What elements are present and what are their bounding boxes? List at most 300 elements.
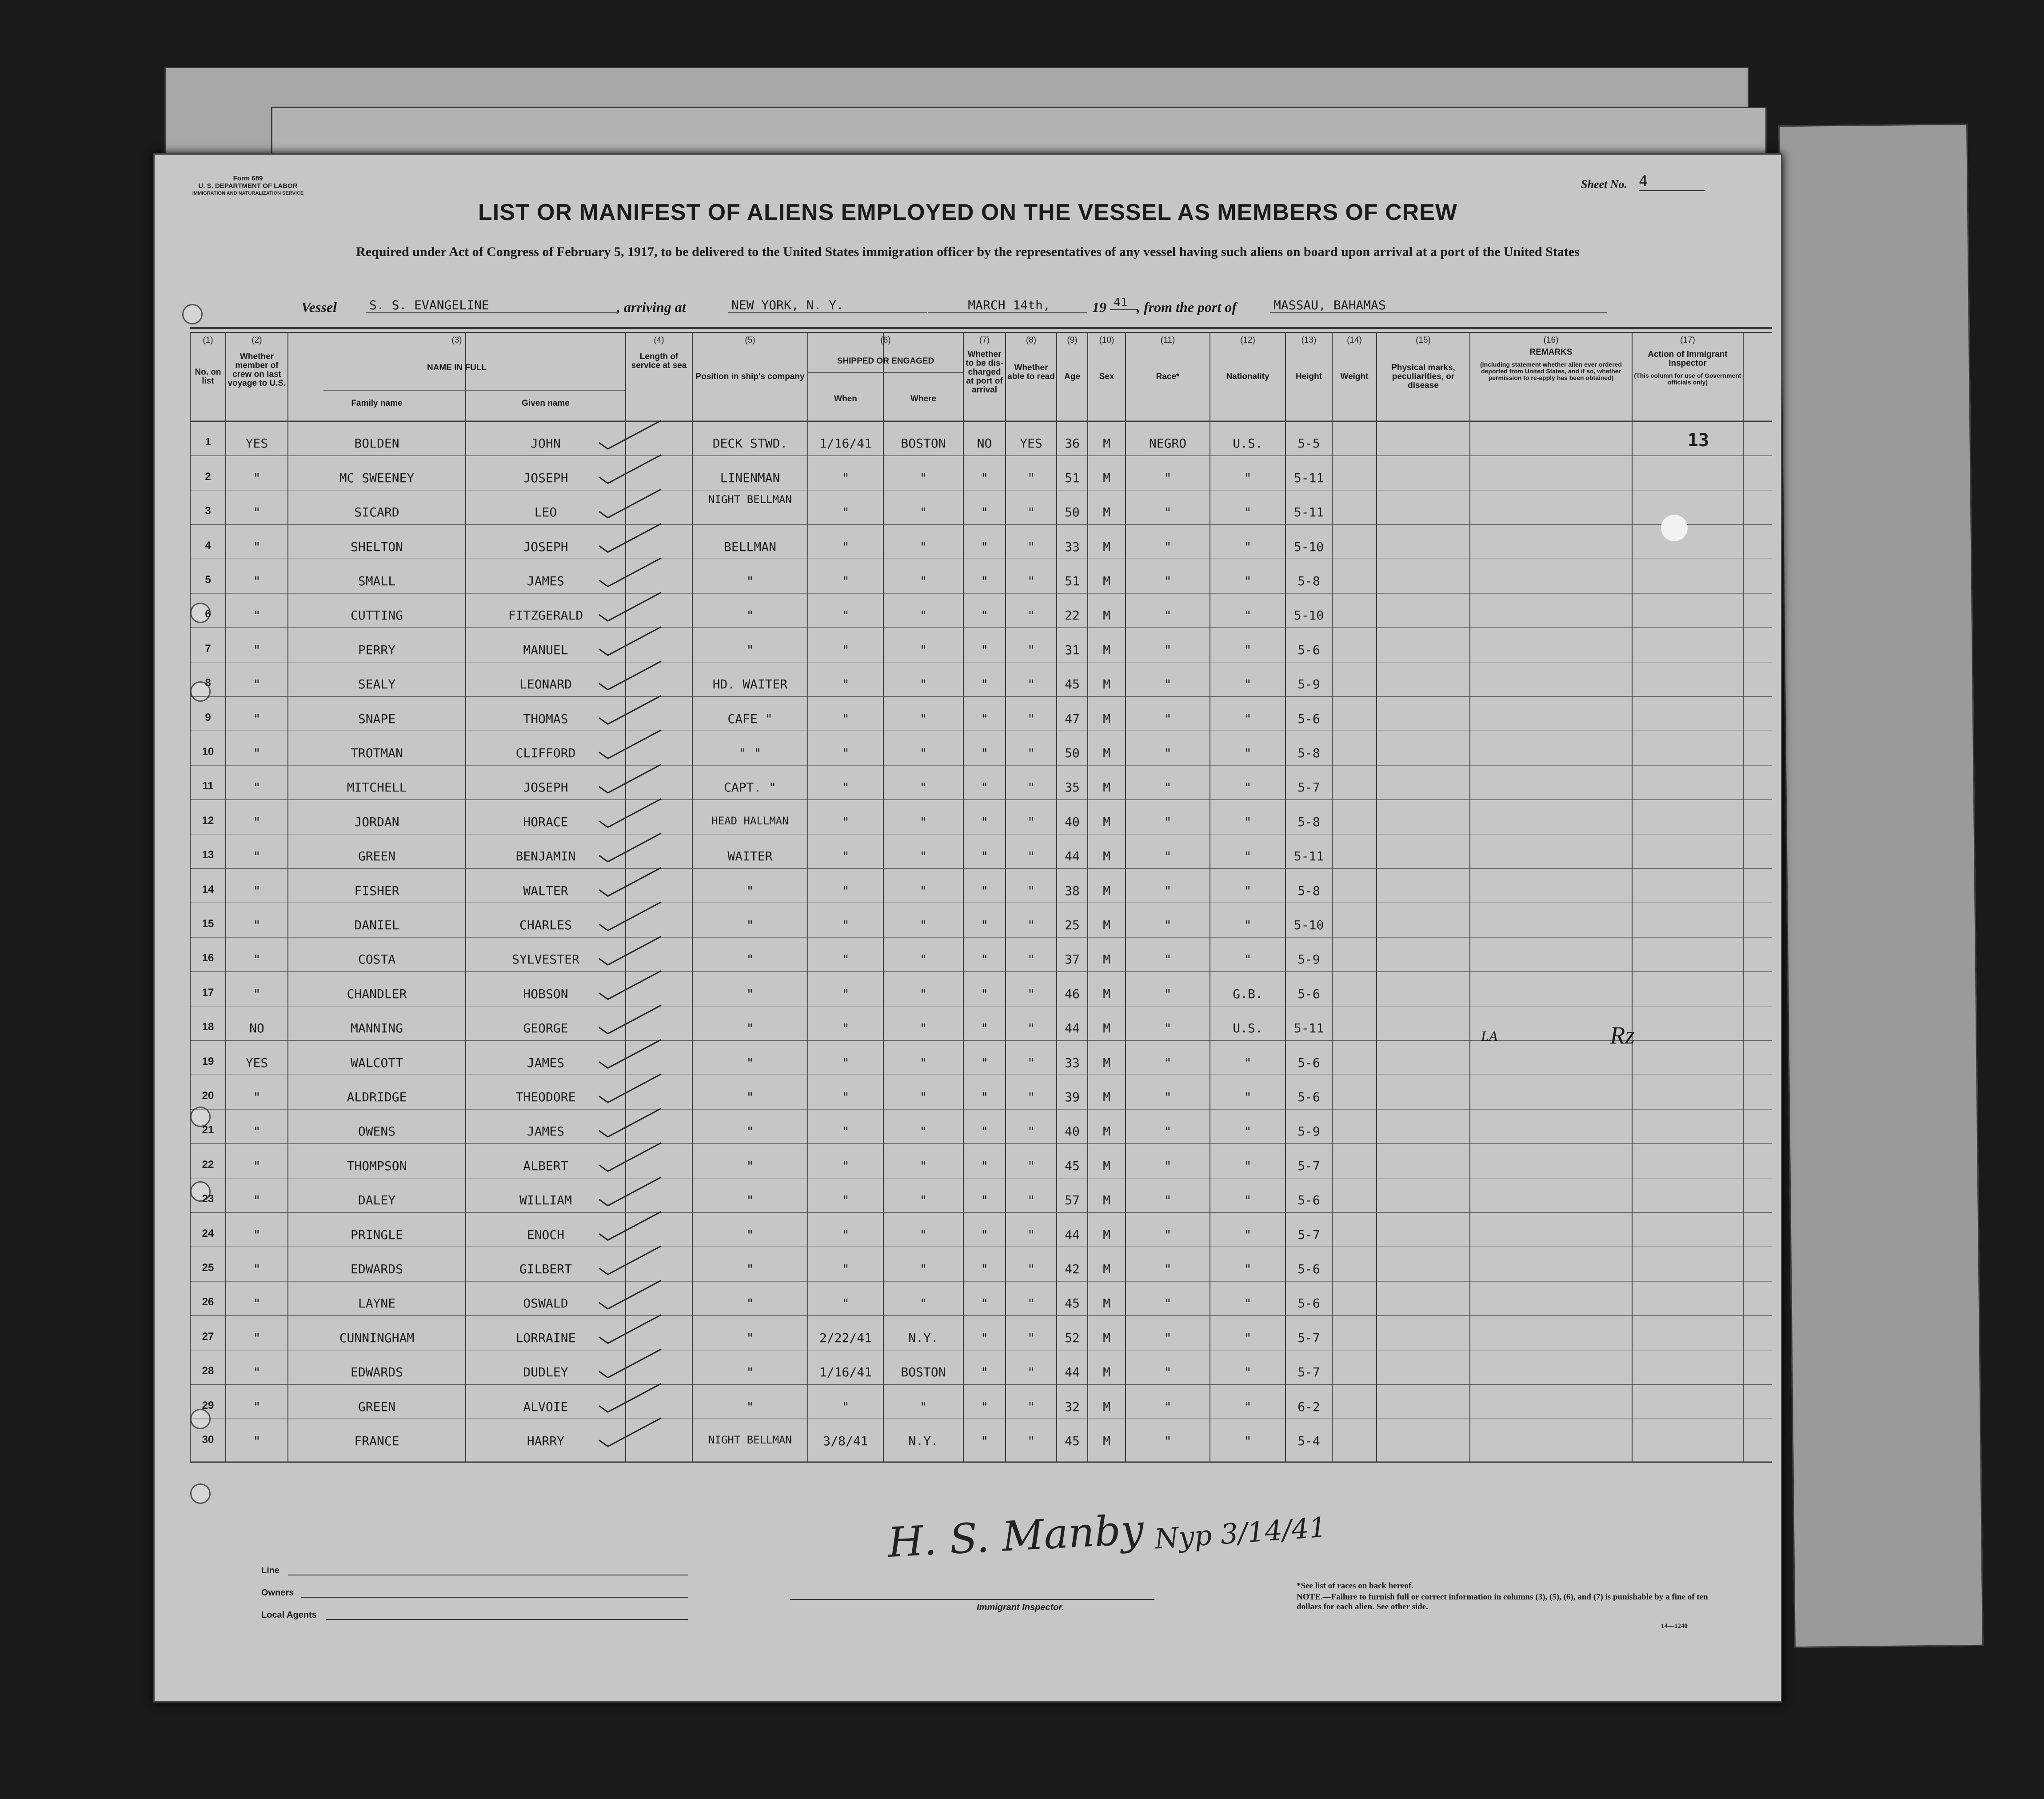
cell-when: " bbox=[842, 952, 850, 967]
cell-position: " bbox=[746, 1296, 754, 1311]
cell-sex: M bbox=[1103, 1055, 1110, 1070]
cell-position: " bbox=[746, 986, 754, 1001]
cell-age: 42 bbox=[1065, 1262, 1080, 1276]
cell-given: ENOCH bbox=[527, 1227, 565, 1242]
cell-no: 20 bbox=[202, 1090, 214, 1102]
cell-no: 6 bbox=[205, 608, 211, 620]
cell-discharged: " bbox=[981, 608, 988, 623]
cell-family: ALDRIDGE bbox=[347, 1090, 407, 1104]
cell-when: " bbox=[842, 1399, 850, 1414]
cell-given: GEORGE bbox=[523, 1021, 568, 1036]
cell-where: " bbox=[919, 918, 927, 932]
column-header-read: Whether able to read bbox=[1007, 363, 1055, 381]
cell-position: DECK STWD. bbox=[712, 436, 788, 451]
cell-age: 32 bbox=[1065, 1399, 1080, 1414]
cell-member: " bbox=[253, 1193, 261, 1208]
cell-nationality: " bbox=[1244, 814, 1252, 829]
cell-age: 51 bbox=[1065, 470, 1080, 485]
cell-age: 33 bbox=[1065, 1055, 1080, 1070]
column-header-given-name: Given name bbox=[522, 399, 570, 408]
column-header-physical: Physical marks, peculiarities, or disease bbox=[1391, 363, 1455, 390]
cell-where: " bbox=[919, 1021, 927, 1036]
cell-race: " bbox=[1164, 746, 1172, 760]
cell-when: " bbox=[842, 1262, 850, 1276]
cell-height: 5-11 bbox=[1293, 505, 1324, 520]
cell-read: " bbox=[1027, 746, 1035, 760]
cell-where: " bbox=[919, 1262, 927, 1276]
cell-member: " bbox=[253, 986, 261, 1001]
port-label: , from the port of bbox=[1137, 299, 1237, 315]
cell-position: " bbox=[746, 1055, 754, 1070]
cell-age: 40 bbox=[1065, 1124, 1080, 1139]
inspector-signature: H. S. Manby bbox=[886, 1505, 1145, 1567]
cell-given: JOHN bbox=[531, 436, 561, 451]
cell-member: " bbox=[253, 1434, 261, 1448]
cell-height: 5-9 bbox=[1297, 952, 1320, 967]
cell-position: NIGHT BELLMAN bbox=[708, 493, 792, 506]
cell-race: " bbox=[1164, 814, 1172, 829]
cell-when: " bbox=[842, 780, 850, 795]
cell-nationality: " bbox=[1244, 1365, 1252, 1380]
cell-member: " bbox=[253, 780, 261, 795]
cell-sex: M bbox=[1103, 780, 1110, 795]
cell-where: N.Y. bbox=[908, 1330, 938, 1345]
cell-where: BOSTON bbox=[901, 436, 946, 451]
cell-no: 30 bbox=[202, 1434, 214, 1446]
cell-where: " bbox=[919, 608, 927, 623]
cell-sex: M bbox=[1103, 1330, 1110, 1345]
cell-read: " bbox=[1027, 1330, 1035, 1345]
cell-given: JAMES bbox=[527, 574, 565, 588]
cell-race: " bbox=[1164, 1124, 1172, 1139]
cell-read: " bbox=[1027, 1399, 1035, 1414]
cell-nationality: " bbox=[1244, 1434, 1252, 1448]
cell-family: CHANDLER bbox=[347, 986, 407, 1001]
cell-height: 5-4 bbox=[1297, 1434, 1320, 1448]
cell-position: " " bbox=[739, 746, 762, 760]
cell-position: " bbox=[746, 608, 754, 623]
cell-nationality: " bbox=[1244, 539, 1252, 554]
cell-age: 22 bbox=[1065, 608, 1080, 623]
cell-age: 47 bbox=[1065, 711, 1080, 726]
cell-height: 5-11 bbox=[1293, 1021, 1324, 1036]
cell-nationality: " bbox=[1244, 780, 1252, 795]
cell-when: " bbox=[842, 883, 850, 898]
cell-given: LORRAINE bbox=[515, 1330, 576, 1345]
cell-race: " bbox=[1164, 849, 1172, 864]
cell-when: 1/16/41 bbox=[819, 436, 872, 451]
cell-discharged: " bbox=[981, 849, 988, 864]
cell-age: 51 bbox=[1065, 574, 1080, 588]
cell-age: 33 bbox=[1065, 539, 1080, 554]
cell-race: " bbox=[1164, 1158, 1172, 1173]
cell-sex: M bbox=[1103, 1021, 1110, 1036]
cell-race: " bbox=[1164, 1021, 1172, 1036]
cell-age: 44 bbox=[1065, 1021, 1080, 1036]
cell-discharged: " bbox=[981, 1193, 988, 1208]
cell-read: " bbox=[1027, 849, 1035, 864]
cell-nationality: " bbox=[1244, 1055, 1252, 1070]
cell-race: " bbox=[1164, 642, 1172, 657]
cell-where: " bbox=[919, 505, 927, 520]
cell-family: CUNNINGHAM bbox=[339, 1330, 415, 1345]
column-header-where: Where bbox=[910, 394, 937, 404]
cell-age: 45 bbox=[1065, 677, 1080, 692]
cell-member: " bbox=[253, 642, 261, 657]
row17-initials: Rz bbox=[1610, 1022, 1635, 1049]
cell-position: NIGHT BELLMAN bbox=[708, 1434, 792, 1446]
cell-given: JAMES bbox=[527, 1055, 565, 1070]
column-number: (3) bbox=[451, 336, 462, 345]
cell-age: 57 bbox=[1065, 1193, 1080, 1208]
cell-nationality: " bbox=[1244, 1124, 1252, 1139]
cell-sex: M bbox=[1103, 814, 1110, 829]
white-spot bbox=[1661, 515, 1688, 541]
cell-age: 44 bbox=[1065, 849, 1080, 864]
cell-age: 45 bbox=[1065, 1296, 1080, 1311]
cell-member: " bbox=[253, 677, 261, 692]
cell-read: " bbox=[1027, 505, 1035, 520]
cell-family: MC SWEENEY bbox=[339, 470, 415, 485]
cell-nationality: " bbox=[1244, 1090, 1252, 1104]
cell-sex: M bbox=[1103, 608, 1110, 623]
column-header-remarks: REMARKS bbox=[1529, 348, 1573, 357]
cell-family: PERRY bbox=[358, 642, 396, 657]
cell-member: " bbox=[253, 574, 261, 588]
cell-read: " bbox=[1027, 711, 1035, 726]
cell-height: 5-6 bbox=[1297, 986, 1320, 1001]
cell-race: NEGRO bbox=[1149, 436, 1187, 451]
cell-age: 39 bbox=[1065, 1090, 1080, 1104]
cell-where: " bbox=[919, 746, 927, 760]
cell-position: " bbox=[746, 642, 754, 657]
cell-where: " bbox=[919, 642, 927, 657]
column-number: (13) bbox=[1301, 336, 1317, 345]
cell-family: BOLDEN bbox=[354, 436, 399, 451]
cell-sex: M bbox=[1103, 505, 1110, 520]
cell-height: 5-9 bbox=[1297, 677, 1320, 692]
cell-nationality: " bbox=[1244, 952, 1252, 967]
cell-discharged: " bbox=[981, 505, 988, 520]
year-prefix: 19 bbox=[1092, 299, 1106, 315]
cell-read: " bbox=[1027, 1365, 1035, 1380]
from-port: MASSAU, BAHAMAS bbox=[1270, 298, 1607, 313]
cell-no: 26 bbox=[202, 1296, 214, 1308]
cell-nationality: " bbox=[1244, 1262, 1252, 1276]
cell-discharged: " bbox=[981, 539, 988, 554]
cell-race: " bbox=[1164, 1434, 1172, 1448]
agents-label: Local Agents bbox=[261, 1610, 317, 1620]
cell-given: ALVOIE bbox=[523, 1399, 568, 1414]
cell-where: " bbox=[919, 470, 927, 485]
inspector-label: Immigrant Inspector. bbox=[977, 1603, 1064, 1612]
cell-sex: M bbox=[1103, 883, 1110, 898]
cell-discharged: " bbox=[981, 814, 988, 829]
column-number: (12) bbox=[1240, 336, 1255, 345]
cell-sex: M bbox=[1103, 1365, 1110, 1380]
cell-discharged: " bbox=[981, 1296, 988, 1311]
cell-position: " bbox=[746, 1227, 754, 1242]
cell-height: 5-8 bbox=[1297, 574, 1320, 588]
cell-race: " bbox=[1164, 539, 1172, 554]
cell-nationality: " bbox=[1244, 1158, 1252, 1173]
column-number: (2) bbox=[252, 336, 262, 345]
cell-nationality: U.S. bbox=[1233, 436, 1263, 451]
cell-nationality: " bbox=[1244, 1399, 1252, 1414]
cell-no: 11 bbox=[202, 780, 214, 792]
cell-family: GREEN bbox=[358, 849, 396, 864]
cell-height: 5-5 bbox=[1297, 436, 1320, 451]
cell-position: " bbox=[746, 883, 754, 898]
cell-sex: M bbox=[1103, 952, 1110, 967]
cell-no: 27 bbox=[202, 1330, 214, 1343]
print-code: 14—1240 bbox=[1661, 1623, 1688, 1630]
cell-family: TROTMAN bbox=[350, 746, 403, 760]
cell-race: " bbox=[1164, 1399, 1172, 1414]
cell-given: OSWALD bbox=[523, 1296, 568, 1311]
column-number: (9) bbox=[1067, 336, 1078, 345]
cell-height: 5-8 bbox=[1297, 746, 1320, 760]
cell-member: NO bbox=[249, 1021, 264, 1036]
cell-discharged: " bbox=[981, 1434, 988, 1448]
column-header-action-note: (This column for use of Government officials only) bbox=[1634, 372, 1741, 386]
cell-read: " bbox=[1027, 918, 1035, 932]
inspector-signature-line bbox=[790, 1599, 1154, 1600]
cell-nationality: " bbox=[1244, 1330, 1252, 1345]
page-mark: 13 bbox=[1688, 430, 1709, 451]
cell-family: LAYNE bbox=[358, 1296, 396, 1311]
cell-race: " bbox=[1164, 677, 1172, 692]
cell-family: SICARD bbox=[354, 505, 399, 520]
cell-member: " bbox=[253, 608, 261, 623]
cell-read: " bbox=[1027, 1021, 1035, 1036]
cell-position: " bbox=[746, 1158, 754, 1173]
cell-read: " bbox=[1027, 883, 1035, 898]
cell-member: " bbox=[253, 814, 261, 829]
cell-no: 3 bbox=[205, 505, 211, 517]
cell-where: " bbox=[919, 539, 927, 554]
cell-discharged: " bbox=[981, 952, 988, 967]
agents-field bbox=[326, 1619, 688, 1620]
column-number: (5) bbox=[745, 336, 755, 345]
column-header-nationality: Nationality bbox=[1226, 372, 1270, 381]
cell-height: 5-9 bbox=[1297, 1124, 1320, 1139]
cell-no: 13 bbox=[202, 849, 214, 861]
cell-race: " bbox=[1164, 1330, 1172, 1345]
cell-no: 7 bbox=[205, 642, 211, 655]
cell-height: 5-10 bbox=[1293, 918, 1324, 932]
cell-discharged: " bbox=[981, 1090, 988, 1104]
cell-sex: M bbox=[1103, 1434, 1110, 1448]
cell-read: " bbox=[1027, 642, 1035, 657]
cell-race: " bbox=[1164, 780, 1172, 795]
column-header-discharged: Whether to be dis-charged at port of arrival bbox=[966, 350, 1003, 395]
cell-when: " bbox=[842, 986, 850, 1001]
cell-height: 5-7 bbox=[1297, 1158, 1320, 1173]
cell-age: 50 bbox=[1065, 505, 1080, 520]
cell-nationality: " bbox=[1244, 918, 1252, 932]
cell-family: OWENS bbox=[358, 1124, 396, 1139]
cell-where: N.Y. bbox=[908, 1434, 938, 1448]
cell-family: EDWARDS bbox=[350, 1262, 403, 1276]
cell-discharged: " bbox=[981, 1399, 988, 1414]
cell-member: " bbox=[253, 470, 261, 485]
cell-discharged: " bbox=[981, 1227, 988, 1242]
cell-age: 37 bbox=[1065, 952, 1080, 967]
vessel-name: S. S. EVANGELINE bbox=[366, 298, 618, 313]
column-header-family-name: Family name bbox=[351, 399, 403, 408]
cell-member: YES bbox=[245, 436, 268, 451]
cell-where: " bbox=[919, 1055, 927, 1070]
cell-race: " bbox=[1164, 1296, 1172, 1311]
cell-position: CAFE " bbox=[727, 711, 773, 726]
cell-sex: M bbox=[1103, 1124, 1110, 1139]
cell-given: HARRY bbox=[527, 1434, 565, 1448]
cell-read: " bbox=[1027, 780, 1035, 795]
column-header-when: When bbox=[834, 394, 857, 404]
cell-read: " bbox=[1027, 608, 1035, 623]
cell-read: " bbox=[1027, 1434, 1035, 1448]
cell-discharged: " bbox=[981, 746, 988, 760]
cell-height: 5-6 bbox=[1297, 642, 1320, 657]
cell-where: " bbox=[919, 1399, 927, 1414]
column-number: (15) bbox=[1416, 336, 1431, 345]
cell-age: 36 bbox=[1065, 436, 1080, 451]
cell-position: LINENMAN bbox=[720, 470, 780, 485]
cell-given: THEODORE bbox=[515, 1090, 576, 1104]
cell-sex: M bbox=[1103, 1158, 1110, 1173]
cell-discharged: " bbox=[981, 642, 988, 657]
cell-given: JOSEPH bbox=[523, 470, 568, 485]
cell-member: " bbox=[253, 1227, 261, 1242]
column-number: (14) bbox=[1347, 336, 1362, 345]
cell-race: " bbox=[1164, 952, 1172, 967]
cell-discharged: " bbox=[981, 574, 988, 588]
cell-member: " bbox=[253, 883, 261, 898]
cell-discharged: " bbox=[981, 883, 988, 898]
cell-member: " bbox=[253, 539, 261, 554]
cell-read: " bbox=[1027, 952, 1035, 967]
cell-where: " bbox=[919, 1090, 927, 1104]
column-number: (4) bbox=[654, 336, 664, 345]
cell-nationality: " bbox=[1244, 1193, 1252, 1208]
column-header-name-in-full: NAME IN FULL bbox=[427, 363, 487, 372]
cell-age: 44 bbox=[1065, 1227, 1080, 1242]
column-number: (16) bbox=[1543, 336, 1559, 345]
cell-sex: M bbox=[1103, 1193, 1110, 1208]
cell-when: " bbox=[842, 1158, 850, 1173]
cell-sex: M bbox=[1103, 539, 1110, 554]
cell-sex: M bbox=[1103, 1262, 1110, 1276]
cell-family: JORDAN bbox=[354, 814, 399, 829]
cell-position: " bbox=[746, 1365, 754, 1380]
cell-where: " bbox=[919, 814, 927, 829]
cell-nationality: U.S. bbox=[1233, 1021, 1263, 1036]
cell-where: " bbox=[919, 711, 927, 726]
cell-family: PRINGLE bbox=[350, 1227, 403, 1242]
cell-family: CUTTING bbox=[350, 608, 403, 623]
cell-height: 5-7 bbox=[1297, 780, 1320, 795]
column-number: (8) bbox=[1026, 336, 1037, 345]
cell-height: 5-11 bbox=[1293, 470, 1324, 485]
cell-sex: M bbox=[1103, 677, 1110, 692]
owners-label: Owners bbox=[261, 1588, 294, 1598]
cell-age: 45 bbox=[1065, 1158, 1080, 1173]
cell-given: SYLVESTER bbox=[512, 952, 579, 967]
cell-given: ALBERT bbox=[523, 1158, 568, 1173]
column-header-weight: Weight bbox=[1340, 372, 1369, 381]
cell-nationality: " bbox=[1244, 505, 1252, 520]
cell-race: " bbox=[1164, 1227, 1172, 1242]
column-number: (11) bbox=[1160, 336, 1175, 345]
cell-position: " bbox=[746, 1193, 754, 1208]
cell-when: " bbox=[842, 1227, 850, 1242]
column-header-position: Position in ship's company bbox=[695, 372, 805, 381]
cell-height: 5-11 bbox=[1293, 849, 1324, 864]
cell-age: 38 bbox=[1065, 883, 1080, 898]
cell-age: 25 bbox=[1065, 918, 1080, 932]
page-subtitle: Required under Act of Congress of February 5, 1917, to be delivered to the United States immigration officer by the representatives of any vessel having such aliens on board upon arrival at a port of the United States bbox=[356, 244, 1580, 259]
cell-where: " bbox=[919, 1158, 927, 1173]
cell-when: " bbox=[842, 1021, 850, 1036]
cell-nationality: " bbox=[1244, 746, 1252, 760]
cell-family: COSTA bbox=[358, 952, 396, 967]
cell-given: WALTER bbox=[523, 883, 568, 898]
page-title: LIST OR MANIFEST OF ALIENS EMPLOYED ON THE VESSEL AS MEMBERS OF CREW bbox=[478, 200, 1457, 225]
cell-no: 4 bbox=[205, 539, 211, 552]
row17-remark: LA bbox=[1481, 1028, 1498, 1044]
cell-height: 5-10 bbox=[1293, 539, 1324, 554]
cell-position: HD. WAITER bbox=[712, 677, 788, 692]
cell-where: " bbox=[919, 1193, 927, 1208]
cell-discharged: " bbox=[981, 780, 988, 795]
cell-sex: M bbox=[1103, 1090, 1110, 1104]
cell-given: JOSEPH bbox=[523, 539, 568, 554]
cell-no: 15 bbox=[202, 918, 214, 930]
cell-no: 23 bbox=[202, 1193, 214, 1205]
cell-discharged: " bbox=[981, 470, 988, 485]
cell-height: 5-6 bbox=[1297, 1262, 1320, 1276]
cell-age: 52 bbox=[1065, 1330, 1080, 1345]
column-header-height: Height bbox=[1295, 372, 1322, 381]
cell-member: " bbox=[253, 849, 261, 864]
cell-given: LEO bbox=[534, 505, 557, 520]
cell-read: " bbox=[1027, 1227, 1035, 1242]
cell-sex: M bbox=[1103, 711, 1110, 726]
cell-member: " bbox=[253, 1296, 261, 1311]
column-header-service-length: Length of service at sea bbox=[631, 352, 687, 370]
cell-sex: M bbox=[1103, 1399, 1110, 1414]
cell-member: YES bbox=[245, 1055, 268, 1070]
cell-discharged: NO bbox=[977, 436, 992, 451]
cell-given: MANUEL bbox=[523, 642, 568, 657]
cell-position: " bbox=[746, 1399, 754, 1414]
arriving-label: , arriving at bbox=[617, 299, 686, 315]
cell-when: " bbox=[842, 918, 850, 932]
cell-read: " bbox=[1027, 1090, 1035, 1104]
cell-height: 5-6 bbox=[1297, 1296, 1320, 1311]
cell-height: 5-6 bbox=[1297, 1090, 1320, 1104]
cell-where: " bbox=[919, 1124, 927, 1139]
arriving-at: NEW YORK, N. Y. bbox=[728, 298, 927, 313]
cell-position: " bbox=[746, 1262, 754, 1276]
cell-discharged: " bbox=[981, 1330, 988, 1345]
cell-race: " bbox=[1164, 505, 1172, 520]
cell-age: 44 bbox=[1065, 1365, 1080, 1380]
column-number: (1) bbox=[203, 336, 213, 345]
cell-given: LEONARD bbox=[519, 677, 572, 692]
cell-read: " bbox=[1027, 1296, 1035, 1311]
